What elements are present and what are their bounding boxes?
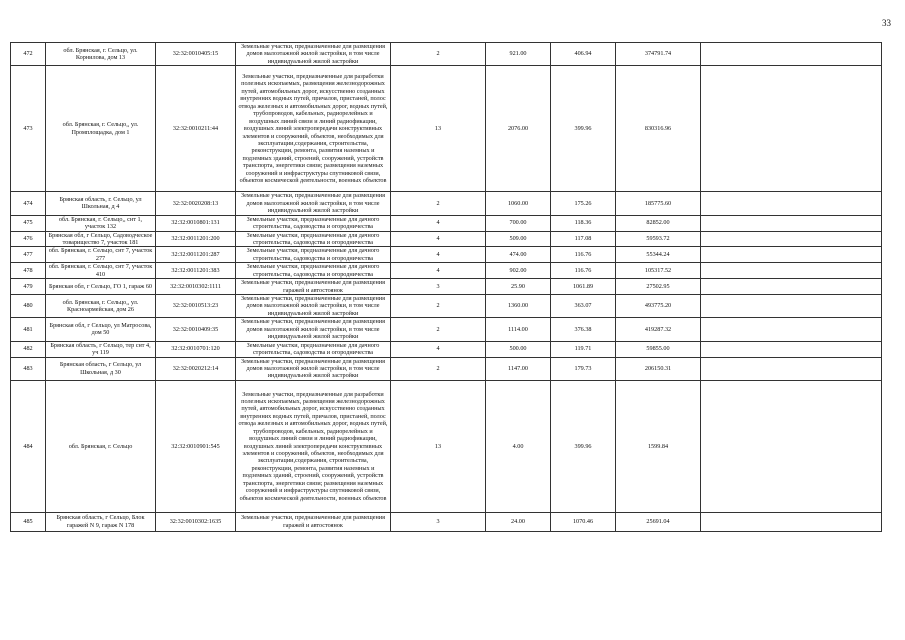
- area-cell: 1147.00: [486, 357, 551, 380]
- group-cell: 4: [391, 215, 486, 231]
- cadastral-value-cell: 206150.31: [616, 357, 701, 380]
- address-cell: Брянская область, г Сельцо, тер снт 4, уч 119: [46, 341, 156, 357]
- land-use-cell: Земельные участки, предназначенные для дачного строительства, садоводства и огородничества: [236, 231, 391, 247]
- specific-value-cell: 119.71: [551, 341, 616, 357]
- table-row: [11, 341, 882, 357]
- address-cell: обл. Брянская, г. Сельцо,, снт 1, участок 132: [46, 215, 156, 231]
- area-cell: 509.00: [486, 231, 551, 247]
- land-use-cell: Земельные участки, предназначенные для дачного строительства, садоводства и огородничества: [236, 263, 391, 279]
- row-number-cell: 476: [11, 231, 46, 247]
- area-cell: 500.00: [486, 341, 551, 357]
- cadastral-number-cell: 32:32:0020212:14: [156, 357, 236, 380]
- area-cell: 1060.00: [486, 192, 551, 215]
- area-cell: 4.00: [486, 380, 551, 512]
- empty-cell: [701, 380, 882, 512]
- cadastral-value-cell: 185775.60: [616, 192, 701, 215]
- address-cell: Брянская область, г Сельцо, Блок гаражей N 9, гараж N 178: [46, 512, 156, 531]
- specific-value-cell: 406.94: [551, 43, 616, 66]
- table-row: [11, 318, 882, 341]
- cadastral-number-cell: 32:32:0011201:383: [156, 263, 236, 279]
- table-row: [11, 380, 882, 512]
- group-cell: 4: [391, 341, 486, 357]
- address-cell: обл. Брянская, г. Сельцо, ул. Корнилова, дом 13: [46, 43, 156, 66]
- table-row: [11, 231, 882, 247]
- specific-value-cell: 1061.89: [551, 279, 616, 295]
- row-number-cell: 474: [11, 192, 46, 215]
- group-cell: 2: [391, 192, 486, 215]
- empty-cell: [701, 66, 882, 192]
- table-body: [11, 43, 882, 532]
- empty-cell: [701, 318, 882, 341]
- group-cell: 2: [391, 318, 486, 341]
- table-row: [11, 66, 882, 192]
- cadastral-number-cell: 32:32:0010701:120: [156, 341, 236, 357]
- table-row: [11, 215, 882, 231]
- cadastral-number-cell: 32:32:0010409:35: [156, 318, 236, 341]
- row-number-cell: 479: [11, 279, 46, 295]
- land-use-cell: Земельные участки, предназначенные для размещения домов малоэтажной жилой застройки, в том числе индивидуальной жилой застройки: [236, 43, 391, 66]
- cadastral-number-cell: 32:32:0010801:131: [156, 215, 236, 231]
- cadastral-number-cell: 32:32:0010405:15: [156, 43, 236, 66]
- area-cell: 1114.00: [486, 318, 551, 341]
- area-cell: 902.00: [486, 263, 551, 279]
- row-number-cell: 483: [11, 357, 46, 380]
- specific-value-cell: 399.96: [551, 380, 616, 512]
- row-number-cell: 482: [11, 341, 46, 357]
- specific-value-cell: 116.76: [551, 263, 616, 279]
- table-row: [11, 263, 882, 279]
- specific-value-cell: 175.26: [551, 192, 616, 215]
- group-cell: 13: [391, 380, 486, 512]
- table-row: [11, 192, 882, 215]
- row-number-cell: 478: [11, 263, 46, 279]
- page-number: 33: [882, 18, 891, 28]
- specific-value-cell: 399.96: [551, 66, 616, 192]
- area-cell: 1360.00: [486, 295, 551, 318]
- empty-cell: [701, 215, 882, 231]
- area-cell: 2076.00: [486, 66, 551, 192]
- specific-value-cell: 117.08: [551, 231, 616, 247]
- cadastral-value-cell: 830316.96: [616, 66, 701, 192]
- land-use-cell: Земельные участки, предназначенные для разработки полезных ископаемых, размещения железнодорожных путей, автомобильных дорог, искусственно созданных внутренних водных путей, причалов, пристаней, полос отвода железных и автомобильных дорог, водных путей, трубопроводов, кабельных, радиорелейных и воздушных линий связи и линий радиофикации, воздушных линий электропередачи конструктивных элементов и сооружений, объектов, необходимых для эксплуатации,содержания, строительства, реконструкции, ремонта, развития наземных и подземных зданий, строений, сооружений, устройств транспорта, энергетики связи; размещения наземных сооружений и инфраструктуры спутниковой связи, объектов космической деятельности, военных объектов: [236, 380, 391, 512]
- land-use-cell: Земельные участки, предназначенные для размещения гаражей и автостоянок: [236, 279, 391, 295]
- table-row: [11, 512, 882, 531]
- address-cell: обл. Брянская, г. Сельцо, снт 7, участок 410: [46, 263, 156, 279]
- specific-value-cell: 376.38: [551, 318, 616, 341]
- cadastral-value-cell: 105317.52: [616, 263, 701, 279]
- cadastral-number-cell: 32:32:0020208:13: [156, 192, 236, 215]
- group-cell: 2: [391, 357, 486, 380]
- row-number-cell: 472: [11, 43, 46, 66]
- cadastral-value-cell: 27502.95: [616, 279, 701, 295]
- empty-cell: [701, 279, 882, 295]
- specific-value-cell: 1070.46: [551, 512, 616, 531]
- group-cell: 4: [391, 247, 486, 263]
- area-cell: 25.90: [486, 279, 551, 295]
- land-use-cell: Земельные участки, предназначенные для размещения гаражей и автостоянок: [236, 512, 391, 531]
- land-use-cell: Земельные участки, предназначенные для дачного строительства, садоводства и огородничества: [236, 215, 391, 231]
- cadastral-value-cell: 493775.20: [616, 295, 701, 318]
- table-row: [11, 295, 882, 318]
- address-cell: Брянская область, г. Сельцо, ул Школьная, д 4: [46, 192, 156, 215]
- land-use-cell: Земельные участки, предназначенные для дачного строительства, садоводства и огородничества: [236, 247, 391, 263]
- row-number-cell: 473: [11, 66, 46, 192]
- group-cell: 3: [391, 512, 486, 531]
- address-cell: обл. Брянская, г. Сельцо, снт 7, участок 277: [46, 247, 156, 263]
- cadastral-number-cell: 32:32:0010302:1635: [156, 512, 236, 531]
- specific-value-cell: 179.73: [551, 357, 616, 380]
- address-cell: Брянская обл, г Сельцо, ул Матросова, дом 50: [46, 318, 156, 341]
- empty-cell: [701, 341, 882, 357]
- row-number-cell: 480: [11, 295, 46, 318]
- cadastral-value-cell: 1599.84: [616, 380, 701, 512]
- row-number-cell: 481: [11, 318, 46, 341]
- group-cell: 2: [391, 43, 486, 66]
- area-cell: 921.00: [486, 43, 551, 66]
- address-cell: обл. Брянская, г. Сельцо: [46, 380, 156, 512]
- empty-cell: [701, 192, 882, 215]
- address-cell: обл. Брянская, г. Сельцо,, ул. Красноармейская, дом 26: [46, 295, 156, 318]
- empty-cell: [701, 231, 882, 247]
- cadastral-number-cell: 32:32:0010211:44: [156, 66, 236, 192]
- address-cell: Брянская обл, г Сельцо, ГО 1, гараж 60: [46, 279, 156, 295]
- table-row: [11, 43, 882, 66]
- table-row: [11, 247, 882, 263]
- cadastral-value-cell: 82852.00: [616, 215, 701, 231]
- empty-cell: [701, 295, 882, 318]
- address-cell: Брянская обл, г Сельцо, Садоводческое товарищество 7, участок 181: [46, 231, 156, 247]
- cadastral-value-table: [10, 42, 882, 532]
- land-use-cell: Земельные участки, предназначенные для размещения домов малоэтажной жилой застройки, в том числе индивидуальной жилой застройки: [236, 357, 391, 380]
- row-number-cell: 485: [11, 512, 46, 531]
- address-cell: обл. Брянская, г. Сельцо,, ул. Промплощадка, дом 1: [46, 66, 156, 192]
- cadastral-value-cell: 25691.04: [616, 512, 701, 531]
- cadastral-value-cell: 374791.74: [616, 43, 701, 66]
- area-cell: 700.00: [486, 215, 551, 231]
- row-number-cell: 484: [11, 380, 46, 512]
- group-cell: 2: [391, 295, 486, 318]
- cadastral-number-cell: 32:32:0011201:287: [156, 247, 236, 263]
- area-cell: 24.00: [486, 512, 551, 531]
- table-row: [11, 357, 882, 380]
- land-use-cell: Земельные участки, предназначенные для размещения домов малоэтажной жилой застройки, в том числе индивидуальной жилой застройки: [236, 192, 391, 215]
- land-use-cell: Земельные участки, предназначенные для дачного строительства, садоводства и огородничества: [236, 341, 391, 357]
- specific-value-cell: 116.76: [551, 247, 616, 263]
- specific-value-cell: 363.07: [551, 295, 616, 318]
- empty-cell: [701, 43, 882, 66]
- address-cell: Брянская область, г Сельцо, ул Школьная, д 30: [46, 357, 156, 380]
- empty-cell: [701, 247, 882, 263]
- group-cell: 4: [391, 231, 486, 247]
- group-cell: 4: [391, 263, 486, 279]
- empty-cell: [701, 512, 882, 531]
- row-number-cell: 477: [11, 247, 46, 263]
- cadastral-number-cell: 32:32:0010302:1111: [156, 279, 236, 295]
- cadastral-value-cell: 419287.32: [616, 318, 701, 341]
- cadastral-value-cell: 55344.24: [616, 247, 701, 263]
- land-use-cell: Земельные участки, предназначенные для размещения домов малоэтажной жилой застройки, в том числе индивидуальной жилой застройки: [236, 318, 391, 341]
- cadastral-value-cell: 59855.00: [616, 341, 701, 357]
- empty-cell: [701, 357, 882, 380]
- group-cell: 13: [391, 66, 486, 192]
- cadastral-number-cell: 32:32:0010901:545: [156, 380, 236, 512]
- cadastral-number-cell: 32:32:0011201:200: [156, 231, 236, 247]
- empty-cell: [701, 263, 882, 279]
- land-use-cell: Земельные участки, предназначенные для размещения домов малоэтажной жилой застройки, в том числе индивидуальной жилой застройки: [236, 295, 391, 318]
- cadastral-number-cell: 32:32:0010513:23: [156, 295, 236, 318]
- row-number-cell: 475: [11, 215, 46, 231]
- land-use-cell: Земельные участки, предназначенные для разработки полезных ископаемых, размещения железнодорожных путей, автомобильных дорог, искусственно созданных внутренних водных путей, причалов, пристаней, полос отвода железных и автомобильных дорог, водных путей, трубопроводов, кабельных, радиорелейных и воздушных линий связи и линий радиофикации, воздушных линий электропередачи конструктивных элементов и сооружений, объектов, необходимых для эксплуатации,содержания, строительства, реконструкции, ремонта, развития наземных и подземных зданий, строений, сооружений, устройств транспорта, энергетики связи; размещения наземных сооружений и инфраструктуры спутниковой связи, объектов космической деятельности, военных объектов: [236, 66, 391, 192]
- area-cell: 474.00: [486, 247, 551, 263]
- group-cell: 3: [391, 279, 486, 295]
- specific-value-cell: 118.36: [551, 215, 616, 231]
- table-row: [11, 279, 882, 295]
- cadastral-value-cell: 59593.72: [616, 231, 701, 247]
